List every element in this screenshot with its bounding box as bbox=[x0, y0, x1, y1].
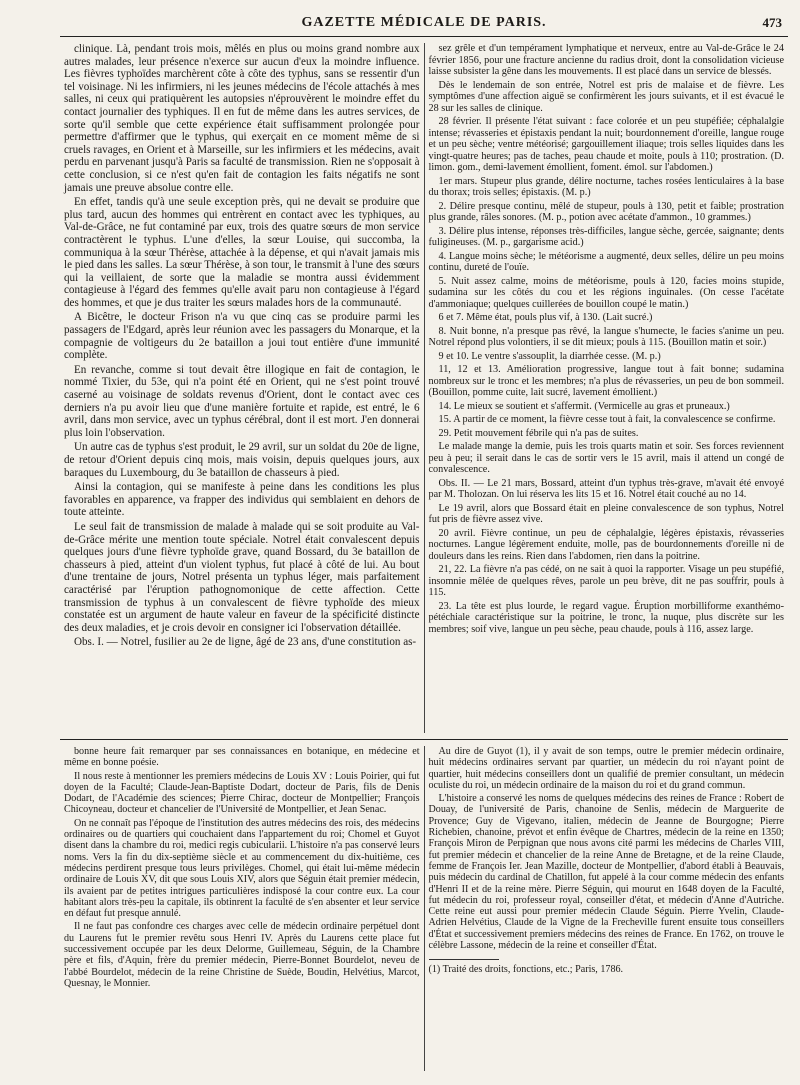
paragraph: Obs. I. — Notrel, fusilier au 2e de ligne, âgé de 23 ans, d'une constitution as- bbox=[74, 636, 417, 649]
upper-left-column bbox=[60, 43, 424, 733]
paragraph: 28 février. Il présente l'état suivant : face colorée et un peu stupéfiée; céphalalgie intense; révasseries et épistaxis pendant la nuit; bourdonnement d'oreille, langue rouge et un peu sèche; ventre météorisé; gargouillement iliaque; trois selles liquides dans les vingt-quatre heures; pas de taches, peau chaude et moite, pouls à 110; prostration. (D. limon. gom., demi-lavement émollient, foment. émol. sur l'abdomen.) bbox=[428, 116, 784, 173]
paragraph: Un autre cas de typhus s'est produit, le 29 avril, sur un soldat du 20e de ligne, de retour d'Orient depuis cinq mois, mais voisin, depuis quelques jours, aux baraques du Luxembourg, du 3e bataillon de chasseurs à pied. bbox=[64, 441, 420, 479]
paragraph: 3. Délire plus intense, réponses très-difficiles, langue sèche, gercée, saignante; dents fuligineuses. (M. p., gargarisme acid.) bbox=[428, 225, 784, 248]
article-lower bbox=[60, 746, 788, 1071]
paragraph: 8. Nuit bonne, n'a presque pas rêvé, la langue s'humecte, le facies s'anime un peu. Notrel répond plus volontiers, il se dit mieux; pouls à 115. (Bouillon matin et soir.) bbox=[428, 325, 784, 348]
paragraph: Obs. II. — Le 21 mars, Bossard, atteint d'un typhus très-grave, m'avait été envoyé par M. Tholozan. On lui réserva les lits 15 et 16. Notrel était couché au no 14. bbox=[428, 477, 784, 500]
paragraph: 23. La tête est plus lourde, le regard vague. Éruption morbilliforme exanthémo-pétéchiale caractéristique sur la poitrine, le tronc, la nuque, plus discrète sur les membres; soif vive, langue un peu sèche, peau chaude, pouls à 116, assez large. bbox=[428, 600, 784, 635]
footnote: (1) Traité des droits, fonctions, etc.; Paris, 1786. bbox=[428, 964, 624, 976]
section-divider bbox=[60, 739, 788, 740]
paragraph: Il ne faut pas confondre ces charges avec celle de médecin ordinaire perpétuel dont du Laurens fut le premier revêtu sous Henri IV. Après du Laurens cette place fut successivement occupée par les deux Delorme, Guillemeau, Séguin, de la Chambre père et fils, d'Aquin, frère du premier médecin, Pierre-Bonnet Bourdelot, neveu de l'abbé Bourdelot, médecin de la reine Christine de Suède, Boudin, Helvétius, Marcot, Quesnay, le Monnier. bbox=[64, 921, 420, 989]
paragraph: En effet, tandis qu'à une seule exception près, qui ne devait se produire que plus tard, aucun des hommes qui entrèrent en contact avec les typhiques, au Val-de-Grâce, ne fut contaminé par eux, trois des quatre sœurs de mon service contractèrent le typhus. L'une d'elles, la sœur Louise, qui succomba, la communiqua à la sœur Thérèse, attachée à la dépense, et qui n'avait jamais mis le pied dans les salles. La sœur Thérèse, à son tour, le transmit à l'une des sœurs qui la veillaient, de sorte que la maladie se montra aussi évidemment contagieuse à l'égard des femmes qu'elle avait paru non contagieuse à l'égard des hommes, et que je dus traiter les sœurs malades hors de la communauté. bbox=[64, 196, 420, 309]
paragraph: 20 avril. Fièvre continue, un peu de céphalalgie, légères épistaxis, révasseries nocturnes. Langue légèrement enduite, molle, pas de bourdonnements d'oreille ni de douleurs dans les reins. Rien dans l'abdomen, rien dans la poitrine. bbox=[428, 527, 784, 562]
journal-title: GAZETTE MÉDICALE DE PARIS. bbox=[301, 15, 547, 30]
paragraph: Au dire de Guyot (1), il y avait de son temps, outre le premier médecin ordinaire, huit médecins ordinaires servant par quartier, un médecin du roi n'ayant point de quartier, huit médecins conseillers dont un qualifié de premier consultant, un médecin oculiste du roi, un médecin ordinaire de la maison du roi et du grand commun. bbox=[428, 746, 784, 791]
paragraph: Il nous reste à mentionner les premiers médecins de Louis XV : Louis Poirier, qui fut doyen de la Faculté; Claude-Jean-Baptiste Dodart, docteur de Paris, fils de Denis Dodart, de l'Académie des sciences; Pierre Chirac, docteur de Montpellier; François Chicoyneau, docteur et chancelier de l'Université de Montpellier, et Jean Senac. bbox=[64, 770, 420, 816]
paragraph: clinique. Là, pendant trois mois, mêlés en plus ou moins grand nombre aux autres malades, leur présence n'exerce sur aucun d'eux la moindre influence. Les fièvres typhoïdes marchèrent côte à côte des typhus, sans se ressentir d'un tel voisinage. Ni les infirmiers, ni les jeunes médecins de l'école attachés à mes salles, ni ceux qui pratiquèrent les autopsies n'éprouvèrent le moindre effet du contact journalier des typhiques. Il en fut de même dans les autres services, de sorte qu'il semble que cette expérience était suffisamment prolongée pour permettre d'affirmer que le typhus, qui exerçait en ce moment même de si cruels ravages, en Orient et à Marseille, sur les infirmiers et les médecins, avait perdu en parvenant jusqu'à Paris sa faculté de transmission. Rien ne s'opposait à cette conclusion, si ce n'est qu'en fait de contagion les faits négatifs ne sont jamais une preuve absolue contre elle. bbox=[64, 43, 420, 194]
article-upper bbox=[60, 43, 788, 733]
paragraph: Le malade mange la demie, puis les trois quarts matin et soir. Ses forces reviennent peu à peu; il serait dans le cas de sortir vers le 15 avril, mais il attend un congé de convalescence. bbox=[428, 441, 784, 475]
paragraph: Ainsi la contagion, qui se manifeste à peine dans les conditions les plus favorables en apparence, va frapper des individus qui semblaient en dehors de toute atteinte. bbox=[64, 481, 420, 519]
paragraph: 29. Petit mouvement fébrile qui n'a pas de suites. bbox=[438, 427, 639, 439]
lower-right-column bbox=[424, 746, 789, 1071]
page-number: 473 bbox=[762, 15, 782, 30]
paragraph: 4. Langue moins sèche; le météorisme a augmenté, deux selles, délire un peu moins continu, dureté de l'ouïe. bbox=[428, 250, 784, 273]
paragraph: A Bicêtre, le docteur Frison n'a vu que cinq cas se produire parmi les passagers de l'Edgard, après leur réunion avec les passagers du Monarque, et la compagnie de voltigeurs du 2e bataillon a joui tout entière d'une immunité complète. bbox=[64, 311, 420, 362]
header-rule bbox=[60, 36, 788, 37]
paragraph: 2. Délire presque continu, mêlé de stupeur, pouls à 130, petit et faible; prostration plus grande, râles sonores. (M. p., potion avec acétate d'ammon., 10 grammes.) bbox=[428, 200, 784, 223]
paragraph: Le 19 avril, alors que Bossard était en pleine convalescence de son typhus, Notrel fut pris de fièvre assez vive. bbox=[428, 502, 784, 525]
paragraph: 1er mars. Stupeur plus grande, délire nocturne, taches rosées lenticulaires à la base du thorax; trois selles; épistaxis. (M. p.) bbox=[428, 175, 784, 198]
paragraph: sez grêle et d'un tempérament lymphatique et nerveux, entre au Val-de-Grâce le 24 février 1856, pour une fracture ancienne du radius droit, dont la consolidation vicieuse laisse subsister la gêne dans les mouvements. Il est placé dans un service de blessés. bbox=[428, 43, 784, 77]
paragraph: 5. Nuit assez calme, moins de météorisme, pouls à 120, facies moins stupide, sudamina sur les côtés du cou et les régions inguinales. (On cesse l'acétate d'ammoniaque; quelques cuillerées de bouillon coupé le matin.) bbox=[428, 275, 784, 310]
paragraph: 15. A partir de ce moment, la fièvre cesse tout à fait, la convalescence se confirme. bbox=[438, 414, 776, 425]
journal-page bbox=[60, 12, 788, 1076]
page-header bbox=[60, 12, 788, 36]
paragraph: bonne heure fait remarquer par ses connaissances en botanique, en médecine et même en bonne poésie. bbox=[64, 746, 420, 769]
paragraph: L'histoire a conservé les noms de quelques médecins des reines de France : Robert de Douay, de l'université de Paris, chanoine de Senlis, médecin de Marguerite de Provence; Guy de Vigevano, italien, médecin de Jeanne de Bourgogne; Pierre Richebien, chanoine, prévot et enfin évêque de Chartres, médecin de la reine en 1350; François Miron de Perpignan que nous avons cité parmi les médecins de Charles VIII, fut premier médecin et chancelier de la reine Anne de Bretagne, et de la reine Claude, femme de François Ier. Jean Mazille, docteur de Montpellier, d'abord établi à Beauvais, puis médecin du cardinal de Chatillon, fut appelé à la cour comme médecin des enfants d'Henri II et de la reine mère. Pierre Séguin, qui mourut en 1648 doyen de la Faculté, fut médecin du roi, professeur royal, conseiller d'état, et médecin d'Anne d'Autriche. Cette reine eut aussi pour premier médecin Claude Séguin. Pierre Yvelin, Claude-Adrien Helvétius, Claude de la Vigne de la Frecheville furent ensuite tous conseillers d'État et successivement premiers médecins des reines de France. En 1762, on trouve le célèbre Lassone, médecin de la reine et conseiller d'État. bbox=[428, 793, 784, 952]
footnote-rule bbox=[429, 959, 499, 960]
upper-right-column bbox=[424, 43, 789, 733]
paragraph: 6 et 7. Même état, pouls plus vif, à 130. (Lait sucré.) bbox=[438, 312, 653, 323]
paragraph: On ne connaît pas l'époque de l'institution des autres médecins des rois, des médecins ordinaires ou de quartiers qui couchaient dans l'appartement du roi; Chomel et Guyot disent dans la chambre du roi, medici regis cubicularii. L'histoire n'a pas conservé leurs noms. Vers la fin du dix-septième siècle et au commencement du dix-huitième, ces médecins perdirent presque tous leurs privilèges. Chomel, qui était lui-même médecin ordinaire de Louis XV, dit que sous Louis XIV, alors que Séguin était premier médecin, ils avaient par de petites intrigues particulières indisposé la cour contre eux. La cour habitant alors très-peu la capitale, ils obtinrent la faculté de s'en absenter et leur service en défaut fut presque annulé. bbox=[64, 817, 420, 920]
paragraph: 9 et 10. Le ventre s'assouplit, la diarrhée cesse. (M. p.) bbox=[438, 350, 661, 362]
lower-left-column bbox=[60, 746, 424, 1071]
paragraph: En revanche, comme si tout devait être illogique en fait de contagion, le nommé Tixier, du 53e, qui n'a point été en Orient, qui ne s'est point trouvé caserné au voisinage de soldats revenus d'Orient, dont le contact avec ces derniers n'a pu avoir lieu que d'une manière fortuite et rapide, est entré, le 6 avril, dans mon service, avec un typhus cérébral, dont il est mort. J'en donnerai plus loin l'observation. bbox=[64, 363, 420, 439]
paragraph: 11, 12 et 13. Amélioration progressive, langue tout à fait bonne; sudamina nombreux sur le tronc et les membres; n'a plus de révasseries, un peu de bon sommeil. (Bouillon, pomme cuite, lait sucré, lavement émollient.) bbox=[428, 364, 784, 398]
paragraph: 21, 22. La fièvre n'a pas cédé, on ne sait à quoi la rapporter. Visage un peu stupéfié, insomnie mêlée de quelques rêves, parole un peu brève, dit ne pas souffrir, pouls à 115. bbox=[428, 564, 784, 598]
paragraph: 14. Le mieux se soutient et s'affermit. (Vermicelle au gras et pruneaux.) bbox=[438, 400, 730, 412]
paragraph: Le seul fait de transmission de malade à malade qui se soit produite au Val-de-Grâce mérite une mention toute spéciale. Notrel était convalescent depuis quelques jours d'une fièvre typhoïde grave, quand Bossard, du 3e bataillon de chasseurs à pied, atteint d'un violent typhus, fut placé à côté de lui. Au bout d'une trentaine de jours, Notrel présenta un typhus léger, mais parfaitement caractérisé par l'éruption pathognomonique de cette affection. Cette transmission de typhus à un convalescent de fièvre typhoïde des mieux constatée est un argument de haute valeur en faveur de la spécificité distincte des deux maladies, et je crois devoir en consigner ici l'observation détaillée. bbox=[64, 520, 420, 634]
paragraph: Dès le lendemain de son entrée, Notrel est pris de malaise et de fièvre. Les symptômes d'une affection aiguë se confirmèrent les jours suivants, et il est évacué le 28 sur les salles de clinique. bbox=[428, 79, 784, 114]
